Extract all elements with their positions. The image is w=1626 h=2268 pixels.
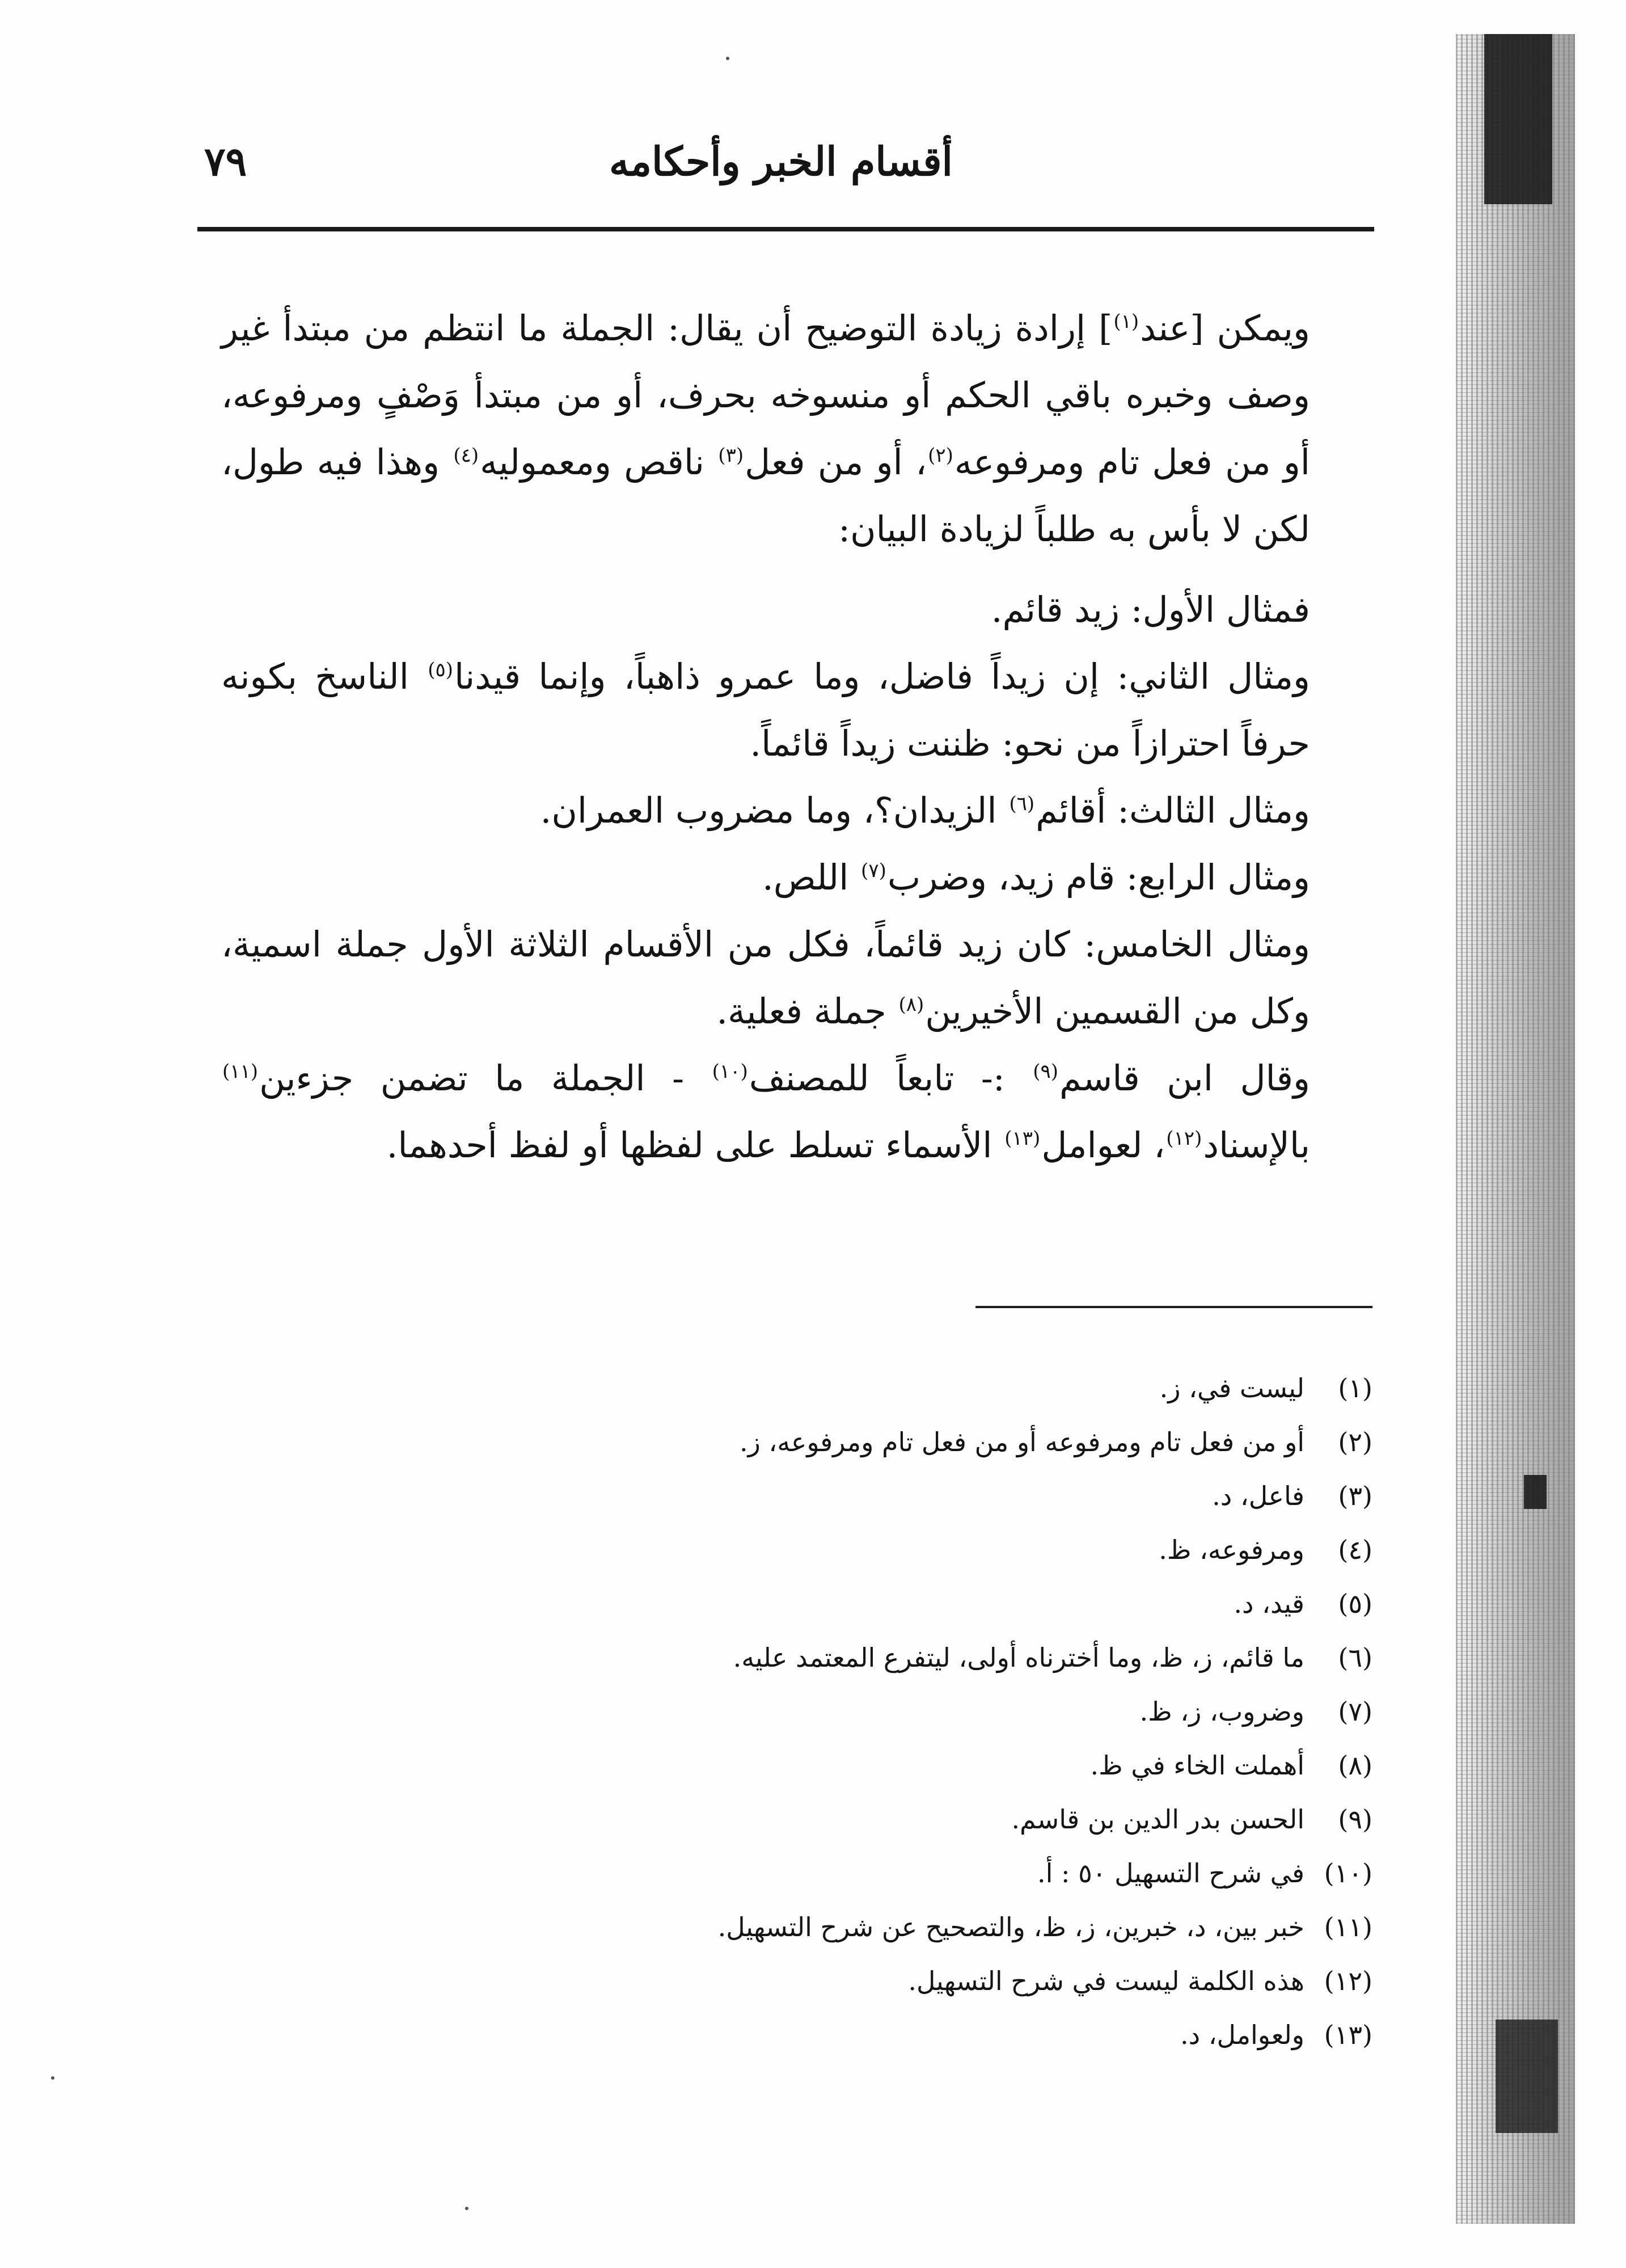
page-number: ٧٩ bbox=[204, 138, 247, 185]
footnote-number: (١) bbox=[1338, 1373, 1372, 1403]
footnote-ref-2[interactable]: (٢) bbox=[928, 444, 953, 467]
footnote-item bbox=[295, 1793, 1372, 1847]
footnote-text: ومرفوعه، ظ. bbox=[1159, 1535, 1304, 1565]
footnote-ref-12[interactable]: (١٢) bbox=[1166, 1127, 1202, 1150]
footnote-item bbox=[295, 2008, 1372, 2062]
footnote-ref-6[interactable]: (٦) bbox=[1009, 792, 1035, 816]
footnote-item bbox=[295, 1415, 1372, 1469]
footnote-ref-5[interactable]: (٥) bbox=[428, 659, 454, 682]
footnote-text: ما قائم، ز، ظ، وما أخترناه أولى، ليتفرع المعتمد عليه. bbox=[733, 1642, 1304, 1673]
footnote-number: (١٣) bbox=[1324, 2020, 1372, 2050]
example-4: ومثال الرابع: قام زيد، وضرب$^{(٧)}$ اللص. bbox=[762, 857, 1310, 898]
footnote-ref-11[interactable]: (١١) bbox=[222, 1060, 259, 1084]
scan-speck bbox=[465, 2207, 468, 2210]
footnote-text: الحسن بدر الدين بن قاسم. bbox=[1011, 1804, 1304, 1835]
footnote-number: (٥) bbox=[1338, 1588, 1372, 1619]
footnote-text: وضروب، ز، ظ. bbox=[1139, 1696, 1304, 1727]
main-text bbox=[221, 295, 1378, 1179]
footnote-number: (١٠) bbox=[1324, 1858, 1372, 1888]
footnotes-list bbox=[295, 1361, 1372, 2062]
footnote-ref-8[interactable]: (٨) bbox=[898, 993, 924, 1017]
scan-speck bbox=[726, 57, 729, 60]
footnote-text: أو من فعل تام ومرفوعه أو من فعل تام ومرفوعه، ز. bbox=[739, 1427, 1304, 1457]
footnote-item bbox=[295, 1954, 1372, 2008]
example-1: فمثال الأول: زيد قائم. bbox=[991, 589, 1310, 630]
footnote-ref-7[interactable]: (٧) bbox=[861, 859, 886, 883]
footnote-number: (١٢) bbox=[1324, 1966, 1372, 1996]
footnote-item bbox=[295, 1847, 1372, 1900]
footnote-item bbox=[295, 1469, 1372, 1523]
example-3: ومثال الثالث: أقائم$^{(٦)}$ الزيدان؟، وما مضروب العمران. bbox=[540, 790, 1310, 831]
footnote-number: (٩) bbox=[1338, 1804, 1372, 1835]
footnote-item bbox=[295, 1685, 1372, 1739]
footnote-number: (٢) bbox=[1338, 1427, 1372, 1457]
scan-speck bbox=[51, 2076, 54, 2080]
footnote-ref-9[interactable]: (٩) bbox=[1033, 1060, 1059, 1084]
scan-edge-noise bbox=[1456, 34, 1575, 2224]
footnote-text: ولعوامل، د. bbox=[1180, 2020, 1304, 2050]
footnote-ref-4[interactable]: (٤) bbox=[453, 444, 479, 467]
paragraph-ibn-qasim: وقال ابن قاسم$^{(٩)}$ :- تابعاً للمصنف$^{(١٠)}$ - الجملة ما تضمن جزءين$^{(١١)}$ بالإسناد$^{(١٢)}$، لعوامل$^{(١٣)}$ الأسماء تسلط على لفظها أو لفظ أحدهما. bbox=[222, 1057, 1310, 1166]
footnote-text: ليست في، ز. bbox=[1159, 1373, 1304, 1403]
footnote-item bbox=[295, 1739, 1372, 1793]
footnote-text: هذه الكلمة ليست في شرح التسهيل. bbox=[908, 1966, 1304, 1996]
footnote-ref-10[interactable]: (١٠) bbox=[712, 1060, 748, 1084]
footnote-number: (٤) bbox=[1338, 1535, 1372, 1565]
footnote-text: في شرح التسهيل ٥٠ : أ. bbox=[1037, 1858, 1304, 1888]
footnote-ref-13[interactable]: (١٣) bbox=[1004, 1127, 1041, 1150]
footnote-number: (١١) bbox=[1324, 1912, 1372, 1942]
paragraph-definition: ويمكن [عند$^{(١)}$] إرادة زيادة التوضيح أن يقال: الجملة ما انتظم من مبتدأ غير وصف وخبره باقي الحكم أو منسوخه بحرف، أو من مبتدأ وَصْفٍ ومرفوعه، أو من فعل تام ومرفوعه$^{(٢)}$، أو من فعل$^{(٣)}$ ناقص ومعموليه$^{(٤)}$ وهذا فيه طول، لكن لا بأس به طلباً لزيادة البيان: bbox=[221, 307, 1311, 550]
footnote-text: قيد، د. bbox=[1234, 1588, 1304, 1619]
scan-edge-mark bbox=[1524, 1475, 1547, 1509]
footnote-number: (٦) bbox=[1338, 1642, 1372, 1673]
footnote-number: (٨) bbox=[1338, 1750, 1372, 1781]
example-2: ومثال الثاني: إن زيداً فاضل، وما عمرو ذاهباً، وإنما قيدنا$^{(٥)}$ الناسخ بكونه حرفاً احترازاً من نحو: ظننت زيداً قائماً. bbox=[221, 656, 1311, 764]
footnote-item bbox=[295, 1577, 1372, 1631]
footnote-text: فاعل، د. bbox=[1212, 1481, 1304, 1511]
footnote-text: أهملت الخاء في ظ. bbox=[1090, 1750, 1304, 1781]
footnote-number: (٣) bbox=[1338, 1481, 1372, 1511]
running-title: أقسام الخبر وأحكامه bbox=[609, 138, 953, 185]
example-5: ومثال الخامس: كان زيد قائماً، فكل من الأقسام الثلاثة الأول جملة اسمية، وكل من القسمين الأخيرين$^{(٨)}$ جملة فعلية. bbox=[221, 924, 1311, 1032]
page-header bbox=[193, 130, 1372, 193]
header-rule bbox=[197, 227, 1374, 231]
footnote-separator bbox=[975, 1306, 1372, 1308]
scan-edge-shadow-bottom bbox=[1496, 2020, 1558, 2133]
scan-edge-shadow-top bbox=[1484, 34, 1552, 204]
footnote-ref-1[interactable]: (١) bbox=[1113, 310, 1139, 334]
footnote-item bbox=[295, 1631, 1372, 1685]
footnote-item bbox=[295, 1361, 1372, 1415]
footnote-item bbox=[295, 1523, 1372, 1577]
footnote-text: خبر بين، د، خبرين، ز، ظ، والتصحيح عن شرح التسهيل. bbox=[717, 1912, 1304, 1942]
footnote-number: (٧) bbox=[1338, 1696, 1372, 1727]
footnote-ref-3[interactable]: (٣) bbox=[718, 444, 744, 467]
footnote-item bbox=[295, 1900, 1372, 1954]
